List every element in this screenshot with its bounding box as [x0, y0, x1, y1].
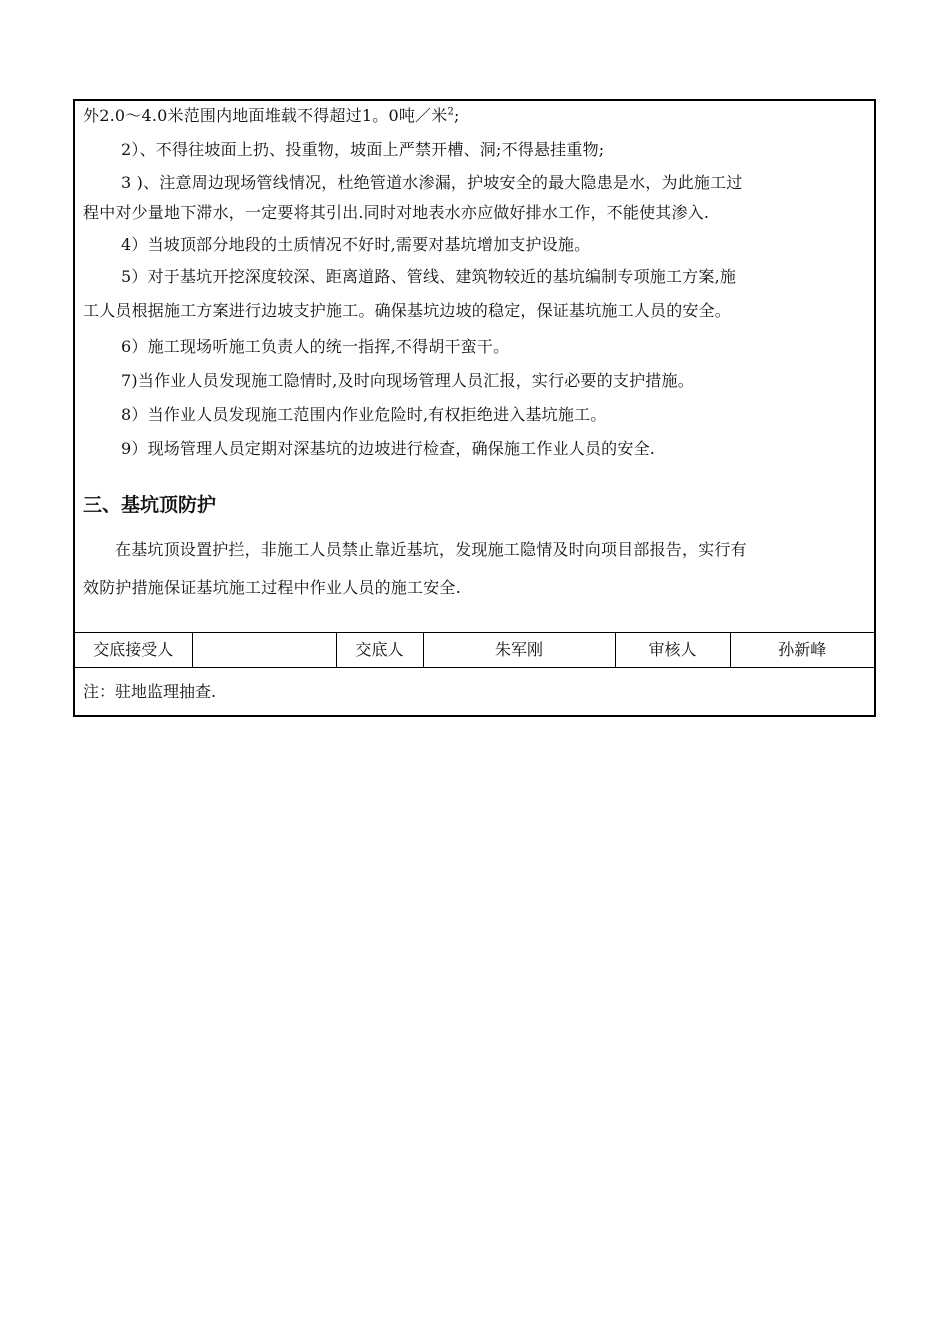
paragraph-load-limit	[83, 106, 460, 126]
reviewer-label: 审核人	[615, 633, 730, 668]
paragraph-item-3-line1: 3 )、注意周边现场管线情况，杜绝管道水渗漏，护坡安全的最大隐患是水，为此施工过	[121, 173, 743, 192]
signoff-table	[75, 633, 874, 668]
section-3-line1: 在基坑顶设置护拦，非施工人员禁止靠近基坑，发现施工隐情及时向项目部报告，实行有	[115, 540, 747, 559]
content-section	[75, 101, 874, 633]
load-limit-tail: ;	[454, 106, 460, 125]
discloser-label: 交底人	[336, 633, 423, 668]
paragraph-item-8: 8）当作业人员发现施工范围内作业危险时,有权拒绝进入基坑施工。	[121, 405, 607, 424]
section-3-line2: 效防护措施保证基坑施工过程中作业人员的施工安全.	[83, 578, 461, 597]
disclosure-form	[73, 99, 876, 717]
paragraph-item-3-line2: 程中对少量地下滞水，一定要将其引出.同时对地表水亦应做好排水工作，不能使其渗入.	[83, 203, 710, 222]
receiver-value	[192, 633, 336, 668]
load-limit-text: 外2.0～4.0米范围内地面堆载不得超过1。0吨／米	[83, 106, 448, 125]
paragraph-item-7: 7)当作业人员发现施工隐情时,及时向现场管理人员汇报，实行必要的支护措施。	[121, 371, 694, 390]
paragraph-item-5-line1: 5）对于基坑开挖深度较深、距离道路、管线、建筑物较近的基坑编制专项施工方案,施	[121, 267, 737, 286]
paragraph-item-2: 2）、不得往坡面上扔、投重物，坡面上严禁开槽、洞;不得悬挂重物;	[121, 140, 605, 159]
signoff-row	[75, 633, 874, 668]
receiver-label: 交底接受人	[75, 633, 192, 668]
reviewer-value: 孙新峰	[730, 633, 874, 668]
paragraph-item-4: 4）当坡顶部分地段的土质情况不好时,需要对基坑增加支护设施。	[121, 235, 591, 254]
paragraph-item-5-line2: 工人员根据施工方案进行边坡支护施工。确保基坑边坡的稳定，保证基坑施工人员的安全。	[83, 301, 732, 320]
superscript-2: 2	[447, 106, 455, 118]
paragraph-item-6: 6）施工现场听施工负责人的统一指挥,不得胡干蛮干。	[121, 337, 510, 356]
paragraph-item-9: 9）现场管理人员定期对深基坑的边坡进行检查，确保施工作业人员的安全.	[121, 439, 656, 458]
discloser-value: 朱军刚	[423, 633, 615, 668]
supervision-note: 注：驻地监理抽查.	[83, 682, 217, 701]
section-3-heading: 三、基坑顶防护	[83, 494, 217, 516]
